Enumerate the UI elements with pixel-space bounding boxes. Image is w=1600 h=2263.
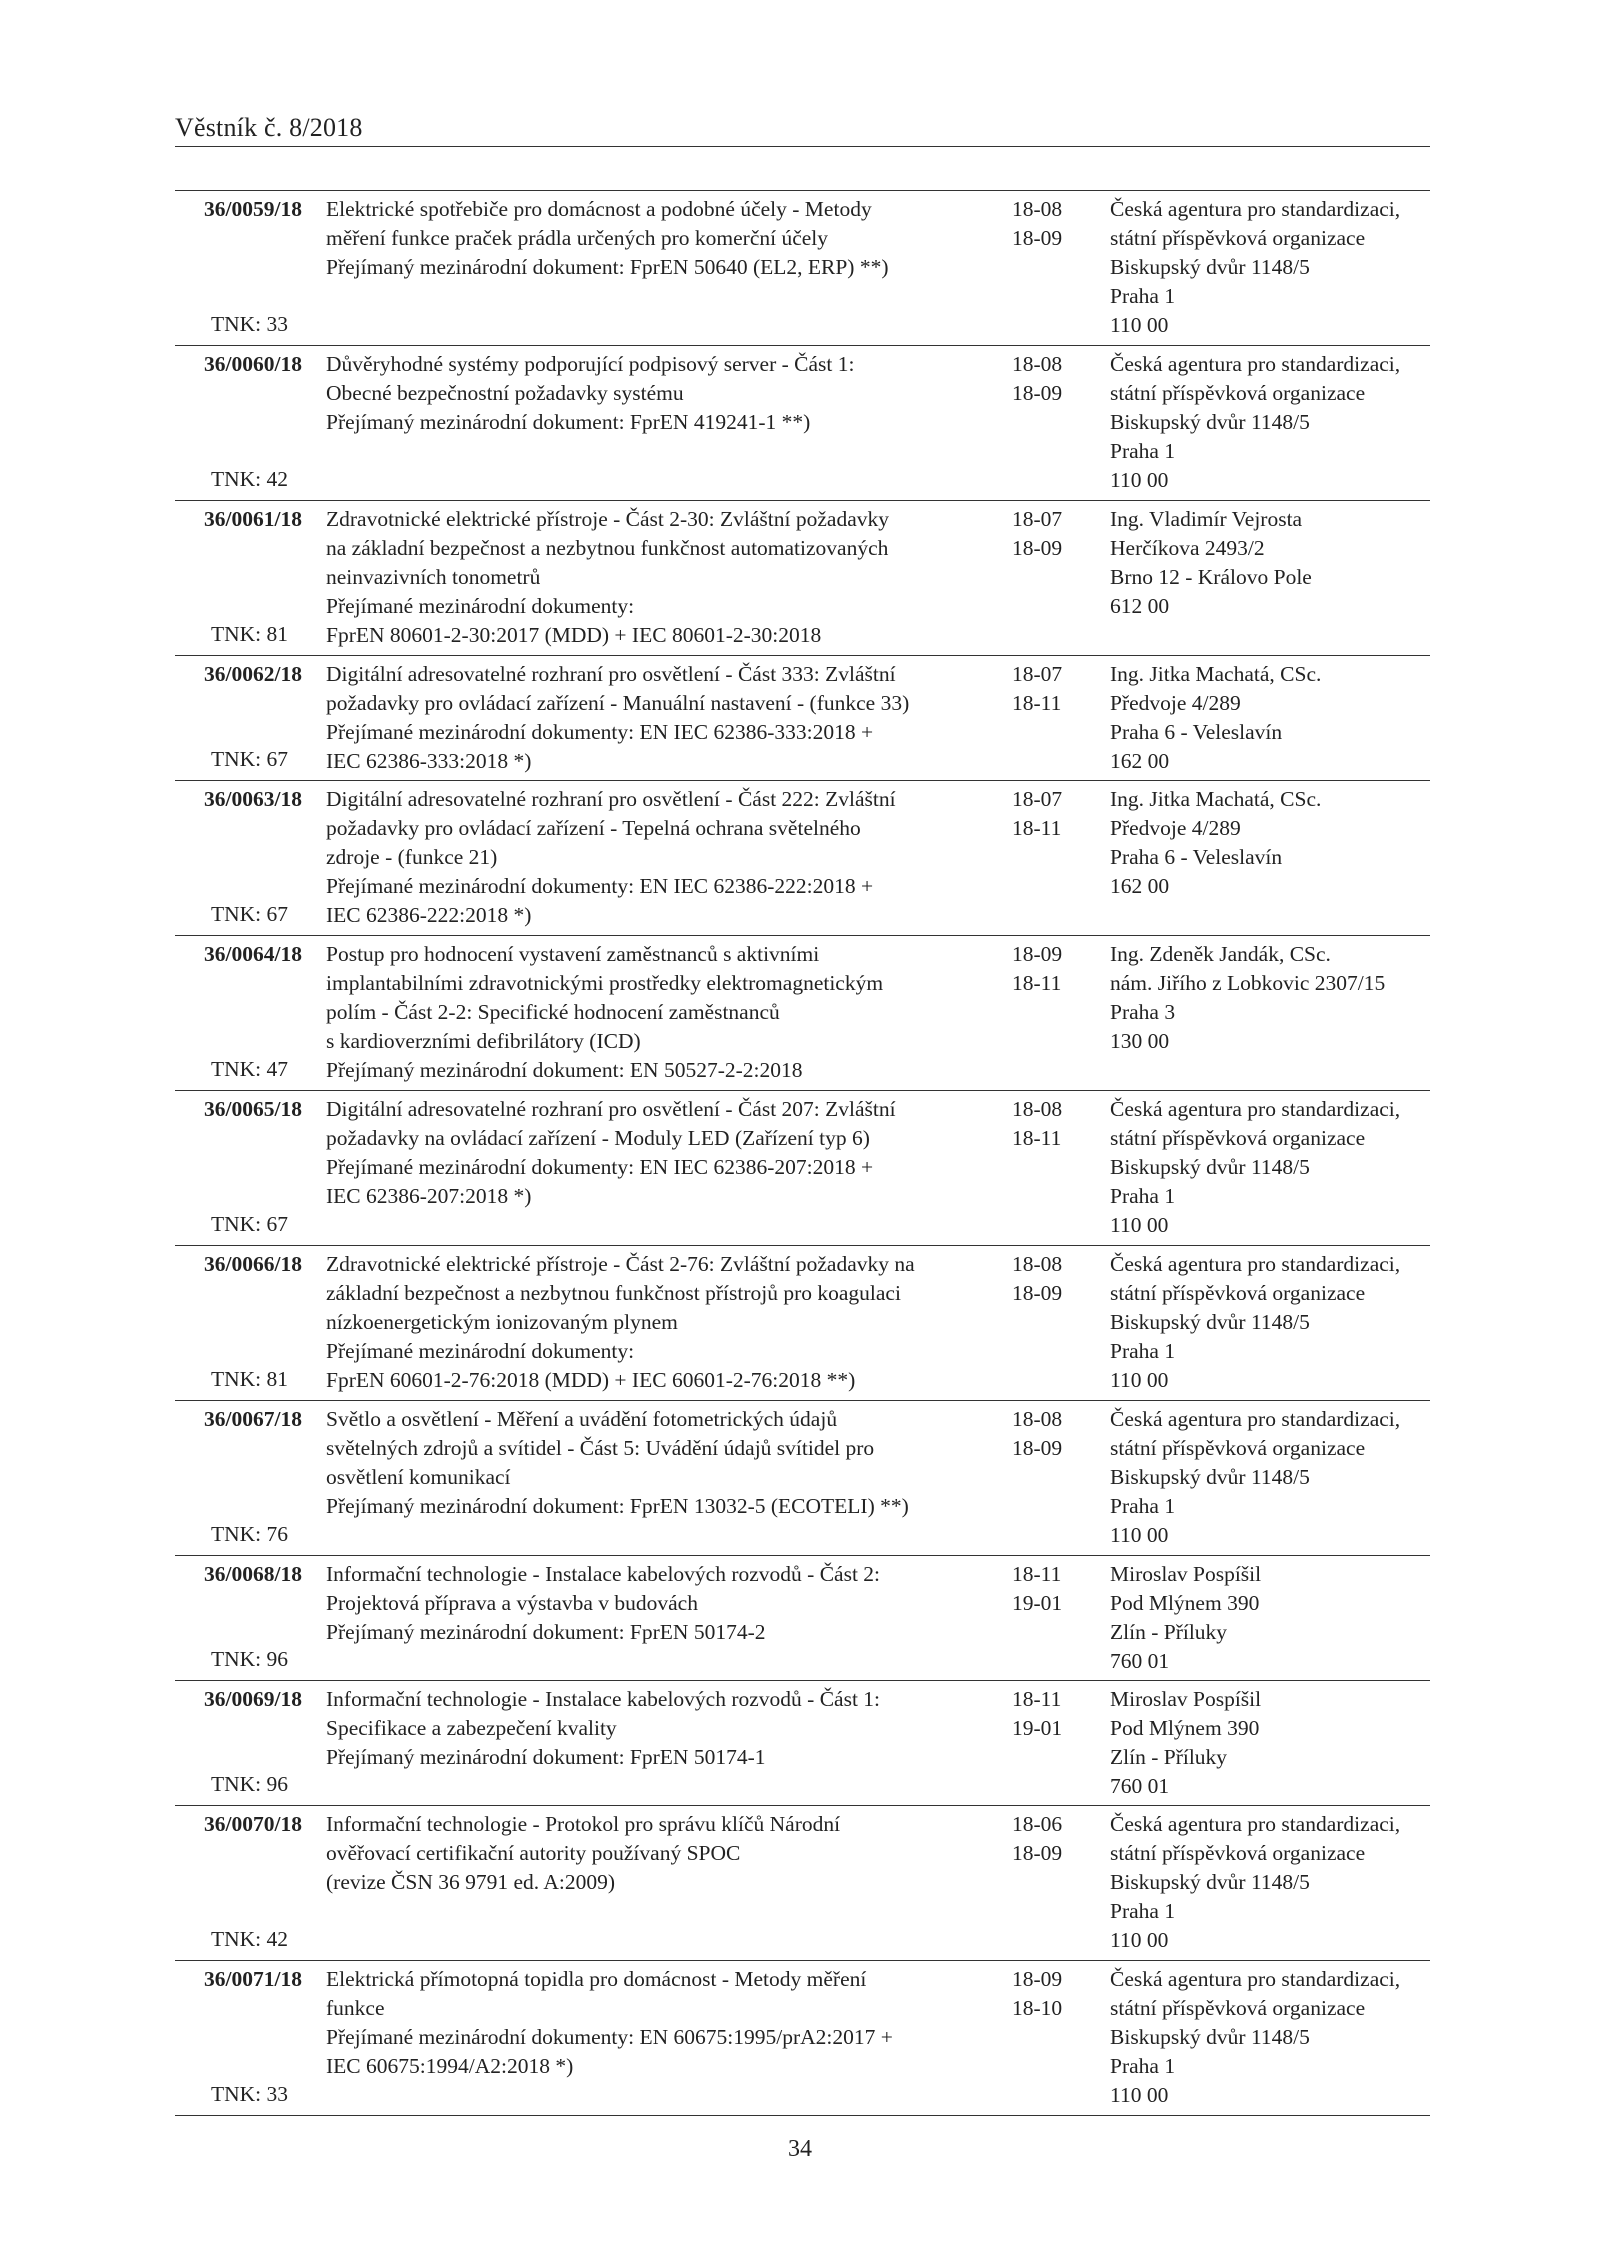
entry-contact-line: Česká agentura pro standardizaci,: [1110, 352, 1401, 376]
entry-title-line: funkce: [326, 1996, 385, 2020]
entry-title-line: polím - Část 2-2: Specifické hodnocení zaměstnanců: [326, 1000, 780, 1024]
entry-contact-line: Česká agentura pro standardizaci,: [1110, 1812, 1401, 1836]
entry-contact: [1110, 660, 1430, 776]
bulletin-header: Věstník č. 8/2018: [175, 113, 363, 142]
entry-contact-line: nám. Jiřího z Lobkovic 2307/15: [1110, 971, 1386, 995]
entry-contact-line: státní příspěvková organizace: [1110, 381, 1366, 405]
entry-number: 36/0064/18: [204, 942, 302, 966]
entry-title-line: Přejímané mezinárodní dokumenty: EN IEC 62386-333:2018 +: [326, 720, 874, 744]
entry-contact-line: Ing. Jitka Machatá, CSc.: [1110, 662, 1322, 686]
entry-tnk: TNK: 67: [210, 902, 288, 926]
entry-tnk: TNK: 33: [210, 2082, 288, 2106]
entry-date: 18-08: [1012, 197, 1063, 221]
entry-contact-line: Biskupský dvůr 1148/5: [1110, 410, 1310, 434]
entry-dates: [1012, 660, 1082, 718]
entry-title-line: Přejímaný mezinárodní dokument: FprEN 50174-1: [326, 1745, 766, 1769]
entry-tnk: TNK: 67: [210, 1212, 288, 1236]
entry-contact-line: 110 00: [1110, 313, 1169, 337]
entry-tnk: TNK: 67: [210, 747, 288, 771]
entry-title-line: osvětlení komunikací: [326, 1465, 511, 1489]
entry-contact-line: Biskupský dvůr 1148/5: [1110, 1155, 1310, 1179]
entry-contact-line: Biskupský dvůr 1148/5: [1110, 2025, 1310, 2049]
page-number: 34: [788, 2136, 812, 2162]
entry-title-line: s kardioverzními defibrilátory (ICD): [326, 1029, 641, 1053]
entry-contact: [1110, 505, 1430, 621]
entry-dates: [1012, 1560, 1082, 1618]
entry-date: 18-06: [1012, 1812, 1063, 1836]
entry-contact: [1110, 350, 1430, 495]
entry-title-line: základní bezpečnost a nezbytnou funkčnost přístrojů pro koagulaci: [326, 1281, 901, 1305]
entry-contact-line: Praha 6 - Veleslavín: [1110, 845, 1283, 869]
entry-date: 18-11: [1012, 816, 1062, 840]
entry-contact-line: 612 00: [1110, 594, 1170, 618]
entry-dates: [1012, 505, 1082, 563]
entry-date: 18-09: [1012, 1281, 1063, 1305]
entry-contact-line: Česká agentura pro standardizaci,: [1110, 197, 1401, 221]
entry-tnk: TNK: 96: [210, 1647, 288, 1671]
entry-title-line: světelných zdrojů a svítidel - Část 5: Uvádění údajů svítidel pro: [326, 1436, 875, 1460]
entry-title-line: (revize ČSN 36 9791 ed. A:2009): [326, 1870, 616, 1894]
entry-title-line: Elektrická přímotopná topidla pro domácnost - Metody měření: [326, 1967, 867, 1991]
table-row: [175, 936, 1430, 1091]
entry-contact-line: 760 01: [1110, 1774, 1170, 1798]
entry-dates: [1012, 785, 1082, 843]
entry-contact-line: 110 00: [1110, 468, 1169, 492]
entries-table: [175, 190, 1430, 2116]
table-row: [175, 1961, 1430, 2116]
entry-tnk: TNK: 33: [210, 312, 288, 336]
entry-contact-line: státní příspěvková organizace: [1110, 226, 1366, 250]
table-row: [175, 1681, 1430, 1806]
entry-date: 18-07: [1012, 507, 1063, 531]
entry-contact-line: Praha 1: [1110, 284, 1176, 308]
entry-contact-line: Zlín - Příluky: [1110, 1620, 1228, 1644]
entry-contact-line: státní příspěvková organizace: [1110, 1996, 1366, 2020]
entry-contact-line: státní příspěvková organizace: [1110, 1436, 1366, 1460]
table-row: [175, 781, 1430, 936]
entry-contact: [1110, 1810, 1430, 1955]
entry-dates: [1012, 1250, 1082, 1308]
entry-dates: [1012, 1965, 1082, 2023]
entry-contact-line: Česká agentura pro standardizaci,: [1110, 1967, 1401, 1991]
entry-date: 18-08: [1012, 1407, 1063, 1431]
entry-date: 18-09: [1012, 381, 1063, 405]
entry-tnk: TNK: 81: [210, 622, 288, 646]
entry-title-line: IEC 62386-222:2018 *): [326, 903, 532, 927]
entry-title-line: Přejímané mezinárodní dokumenty:: [326, 1339, 635, 1363]
entry-title-line: Přejímaný mezinárodní dokument: FprEN 50174-2: [326, 1620, 766, 1644]
entry-number: 36/0066/18: [204, 1252, 302, 1276]
entry-date: 18-09: [1012, 1967, 1063, 1991]
entry-contact-line: Biskupský dvůr 1148/5: [1110, 1310, 1310, 1334]
entry-title-line: Obecné bezpečnostní požadavky systému: [326, 381, 684, 405]
entry-date: 18-09: [1012, 1841, 1063, 1865]
entry-number: 36/0071/18: [204, 1967, 302, 1991]
entry-date: 18-08: [1012, 1097, 1063, 1121]
entry-title-line: požadavky pro ovládací zařízení - Manuální nastavení - (funkce 33): [326, 691, 910, 715]
entry-date: 18-09: [1012, 942, 1063, 966]
entry-title-line: Informační technologie - Protokol pro správu klíčů Národní: [326, 1812, 841, 1836]
entry-contact-line: státní příspěvková organizace: [1110, 1841, 1366, 1865]
entry-title-line: IEC 60675:1994/A2:2018 *): [326, 2054, 574, 2078]
entry-contact-line: 760 01: [1110, 1649, 1170, 1673]
entry-contact: [1110, 940, 1430, 1056]
entry-title-line: Projektová příprava a výstavba v budovách: [326, 1591, 698, 1615]
entry-title-line: Zdravotnické elektrické přístroje - Část 2-30: Zvláštní požadavky: [326, 507, 889, 531]
entry-contact-line: Herčíkova 2493/2: [1110, 536, 1265, 560]
entry-title-line: Digitální adresovatelné rozhraní pro osvětlení - Část 222: Zvláštní: [326, 787, 896, 811]
entry-title-line: Přejímané mezinárodní dokumenty: EN IEC 62386-222:2018 +: [326, 874, 874, 898]
entry-number: 36/0062/18: [204, 662, 302, 686]
entry-dates: [1012, 195, 1082, 253]
entry-dates: [1012, 1810, 1082, 1868]
entry-tnk: TNK: 42: [210, 1927, 288, 1951]
entry-title-line: Elektrické spotřebiče pro domácnost a podobné účely - Metody: [326, 197, 872, 221]
entry-contact-line: 162 00: [1110, 874, 1170, 898]
entry-number: 36/0063/18: [204, 787, 302, 811]
entry-tnk: TNK: 76: [210, 1522, 288, 1546]
entry-title-line: Specifikace a zabezpečení kvality: [326, 1716, 617, 1740]
entry-contact-line: Pod Mlýnem 390: [1110, 1716, 1260, 1740]
entry-title-line: IEC 62386-207:2018 *): [326, 1184, 532, 1208]
entry-title-line: požadavky pro ovládací zařízení - Tepelná ochrana světelného: [326, 816, 861, 840]
entry-number: 36/0059/18: [204, 197, 302, 221]
entry-date: 19-01: [1012, 1716, 1063, 1740]
entry-contact: [1110, 1685, 1430, 1801]
entry-title-line: na základní bezpečnost a nezbytnou funkčnost automatizovaných: [326, 536, 889, 560]
table-row: [175, 1556, 1430, 1681]
entry-title-line: nízkoenergetickým ionizovaným plynem: [326, 1310, 678, 1334]
entry-tnk: TNK: 96: [210, 1772, 288, 1796]
entry-title-line: Přejímaný mezinárodní dokument: FprEN 419241-1 **): [326, 410, 811, 434]
entry-title-line: Informační technologie - Instalace kabelových rozvodů - Část 1:: [326, 1687, 881, 1711]
entry-title-line: IEC 62386-333:2018 *): [326, 749, 532, 773]
entry-date: 18-10: [1012, 1996, 1063, 2020]
entry-date: 18-11: [1012, 971, 1062, 995]
entry-title-line: požadavky na ovládací zařízení - Moduly LED (Zařízení typ 6): [326, 1126, 870, 1150]
entry-title-line: Přejímaný mezinárodní dokument: EN 50527-2-2:2018: [326, 1058, 803, 1082]
entry-number: 36/0065/18: [204, 1097, 302, 1121]
entry-contact-line: Miroslav Pospíšil: [1110, 1687, 1262, 1711]
entry-title-line: Světlo a osvětlení - Měření a uvádění fotometrických údajů: [326, 1407, 838, 1431]
entry-contact: [1110, 1965, 1430, 2110]
entry-contact: [1110, 1405, 1430, 1550]
entry-title-line: ověřovací certifikační autority používaný SPOC: [326, 1841, 741, 1865]
entry-date: 18-07: [1012, 662, 1063, 686]
header-rule: [175, 146, 1430, 147]
entry-contact-line: Předvoje 4/289: [1110, 816, 1241, 840]
entry-contact-line: Ing. Vladimír Vejrosta: [1110, 507, 1303, 531]
entry-title-line: FprEN 80601-2-30:2017 (MDD) + IEC 80601-2-30:2018: [326, 623, 822, 647]
entry-contact: [1110, 785, 1430, 901]
entry-contact-line: Česká agentura pro standardizaci,: [1110, 1407, 1401, 1431]
entry-tnk: TNK: 47: [210, 1057, 288, 1081]
entry-title-line: neinvazivních tonometrů: [326, 565, 541, 589]
entry-contact-line: Předvoje 4/289: [1110, 691, 1241, 715]
table-row: [175, 346, 1430, 501]
entry-contact-line: 110 00: [1110, 2083, 1169, 2107]
entry-title-line: Digitální adresovatelné rozhraní pro osvětlení - Část 207: Zvláštní: [326, 1097, 896, 1121]
entry-number: 36/0068/18: [204, 1562, 302, 1586]
entry-date: 18-09: [1012, 1436, 1063, 1460]
entry-date: 19-01: [1012, 1591, 1063, 1615]
entry-contact-line: 110 00: [1110, 1368, 1169, 1392]
entry-date: 18-07: [1012, 787, 1063, 811]
entry-contact-line: 110 00: [1110, 1213, 1169, 1237]
entry-dates: [1012, 1405, 1082, 1463]
entry-contact-line: 110 00: [1110, 1928, 1169, 1952]
table-row: [175, 656, 1430, 781]
entry-title-line: Přejímané mezinárodní dokumenty:: [326, 594, 635, 618]
entry-date: 18-11: [1012, 1126, 1062, 1150]
entry-contact-line: Biskupský dvůr 1148/5: [1110, 1465, 1310, 1489]
entry-date: 18-11: [1012, 691, 1062, 715]
entry-contact-line: státní příspěvková organizace: [1110, 1281, 1366, 1305]
entry-contact-line: 110 00: [1110, 1523, 1169, 1547]
entry-contact-line: Praha 1: [1110, 1899, 1176, 1923]
entry-date: 18-08: [1012, 352, 1063, 376]
entry-title-line: Informační technologie - Instalace kabelových rozvodů - Část 2:: [326, 1562, 881, 1586]
entry-contact-line: Miroslav Pospíšil: [1110, 1562, 1262, 1586]
entry-contact-line: Praha 1: [1110, 2054, 1176, 2078]
entry-contact-line: Ing. Jitka Machatá, CSc.: [1110, 787, 1322, 811]
entry-contact-line: Praha 1: [1110, 1184, 1176, 1208]
table-row: [175, 190, 1430, 346]
entry-number: 36/0070/18: [204, 1812, 302, 1836]
entry-contact-line: Česká agentura pro standardizaci,: [1110, 1097, 1401, 1121]
entry-title-line: měření funkce praček prádla určených pro komerční účely: [326, 226, 829, 250]
entry-title-line: Přejímaný mezinárodní dokument: FprEN 50640 (EL2, ERP) **): [326, 255, 889, 279]
entry-contact-line: Zlín - Příluky: [1110, 1745, 1228, 1769]
entry-title-line: zdroje - (funkce 21): [326, 845, 498, 869]
entry-contact-line: 130 00: [1110, 1029, 1170, 1053]
entry-contact-line: 162 00: [1110, 749, 1170, 773]
entry-contact: [1110, 1250, 1430, 1395]
entry-tnk: TNK: 42: [210, 467, 288, 491]
table-row: [175, 1401, 1430, 1556]
entry-contact: [1110, 1560, 1430, 1676]
table-row: [175, 1246, 1430, 1401]
entry-date: 18-11: [1012, 1687, 1062, 1711]
entry-title-line: FprEN 60601-2-76:2018 (MDD) + IEC 60601-2-76:2018 **): [326, 1368, 856, 1392]
entry-title-line: Zdravotnické elektrické přístroje - Část 2-76: Zvláštní požadavky na: [326, 1252, 915, 1276]
entry-title-line: implantabilními zdravotnickými prostředky elektromagnetickým: [326, 971, 884, 995]
entry-title-line: Přejímané mezinárodní dokumenty: EN IEC 62386-207:2018 +: [326, 1155, 874, 1179]
entry-contact-line: Praha 1: [1110, 1339, 1176, 1363]
entry-dates: [1012, 350, 1082, 408]
entry-date: 18-11: [1012, 1562, 1062, 1586]
entry-contact: [1110, 1095, 1430, 1240]
entry-contact-line: Praha 1: [1110, 439, 1176, 463]
entry-title-line: Důvěryhodné systémy podporující podpisový server - Část 1:: [326, 352, 855, 376]
entry-dates: [1012, 1685, 1082, 1743]
table-row: [175, 1091, 1430, 1246]
entry-dates: [1012, 1095, 1082, 1153]
entry-tnk: TNK: 81: [210, 1367, 288, 1391]
entry-contact-line: Ing. Zdeněk Jandák, CSc.: [1110, 942, 1331, 966]
entry-contact: [1110, 195, 1430, 340]
table-row: [175, 1806, 1430, 1961]
entry-number: 36/0060/18: [204, 352, 302, 376]
entry-number: 36/0061/18: [204, 507, 302, 531]
entry-dates: [1012, 940, 1082, 998]
entry-title-line: Postup pro hodnocení vystavení zaměstnanců s aktivními: [326, 942, 820, 966]
entry-contact-line: Brno 12 - Královo Pole: [1110, 565, 1312, 589]
table-row: [175, 501, 1430, 656]
entry-contact-line: Česká agentura pro standardizaci,: [1110, 1252, 1401, 1276]
entry-date: 18-09: [1012, 226, 1063, 250]
entry-title-line: Přejímané mezinárodní dokumenty: EN 60675:1995/prA2:2017 +: [326, 2025, 893, 2049]
entry-contact-line: Biskupský dvůr 1148/5: [1110, 255, 1310, 279]
entry-contact-line: Pod Mlýnem 390: [1110, 1591, 1260, 1615]
entry-contact-line: státní příspěvková organizace: [1110, 1126, 1366, 1150]
entry-contact-line: Praha 6 - Veleslavín: [1110, 720, 1283, 744]
entry-number: 36/0069/18: [204, 1687, 302, 1711]
entry-date: 18-09: [1012, 536, 1063, 560]
entry-contact-line: Praha 1: [1110, 1494, 1176, 1518]
entry-contact-line: Biskupský dvůr 1148/5: [1110, 1870, 1310, 1894]
entry-contact-line: Praha 3: [1110, 1000, 1176, 1024]
entry-title-line: Přejímaný mezinárodní dokument: FprEN 13032-5 (ECOTELI) **): [326, 1494, 909, 1518]
entry-date: 18-08: [1012, 1252, 1063, 1276]
entry-number: 36/0067/18: [204, 1407, 302, 1431]
entry-title-line: Digitální adresovatelné rozhraní pro osvětlení - Část 333: Zvláštní: [326, 662, 896, 686]
